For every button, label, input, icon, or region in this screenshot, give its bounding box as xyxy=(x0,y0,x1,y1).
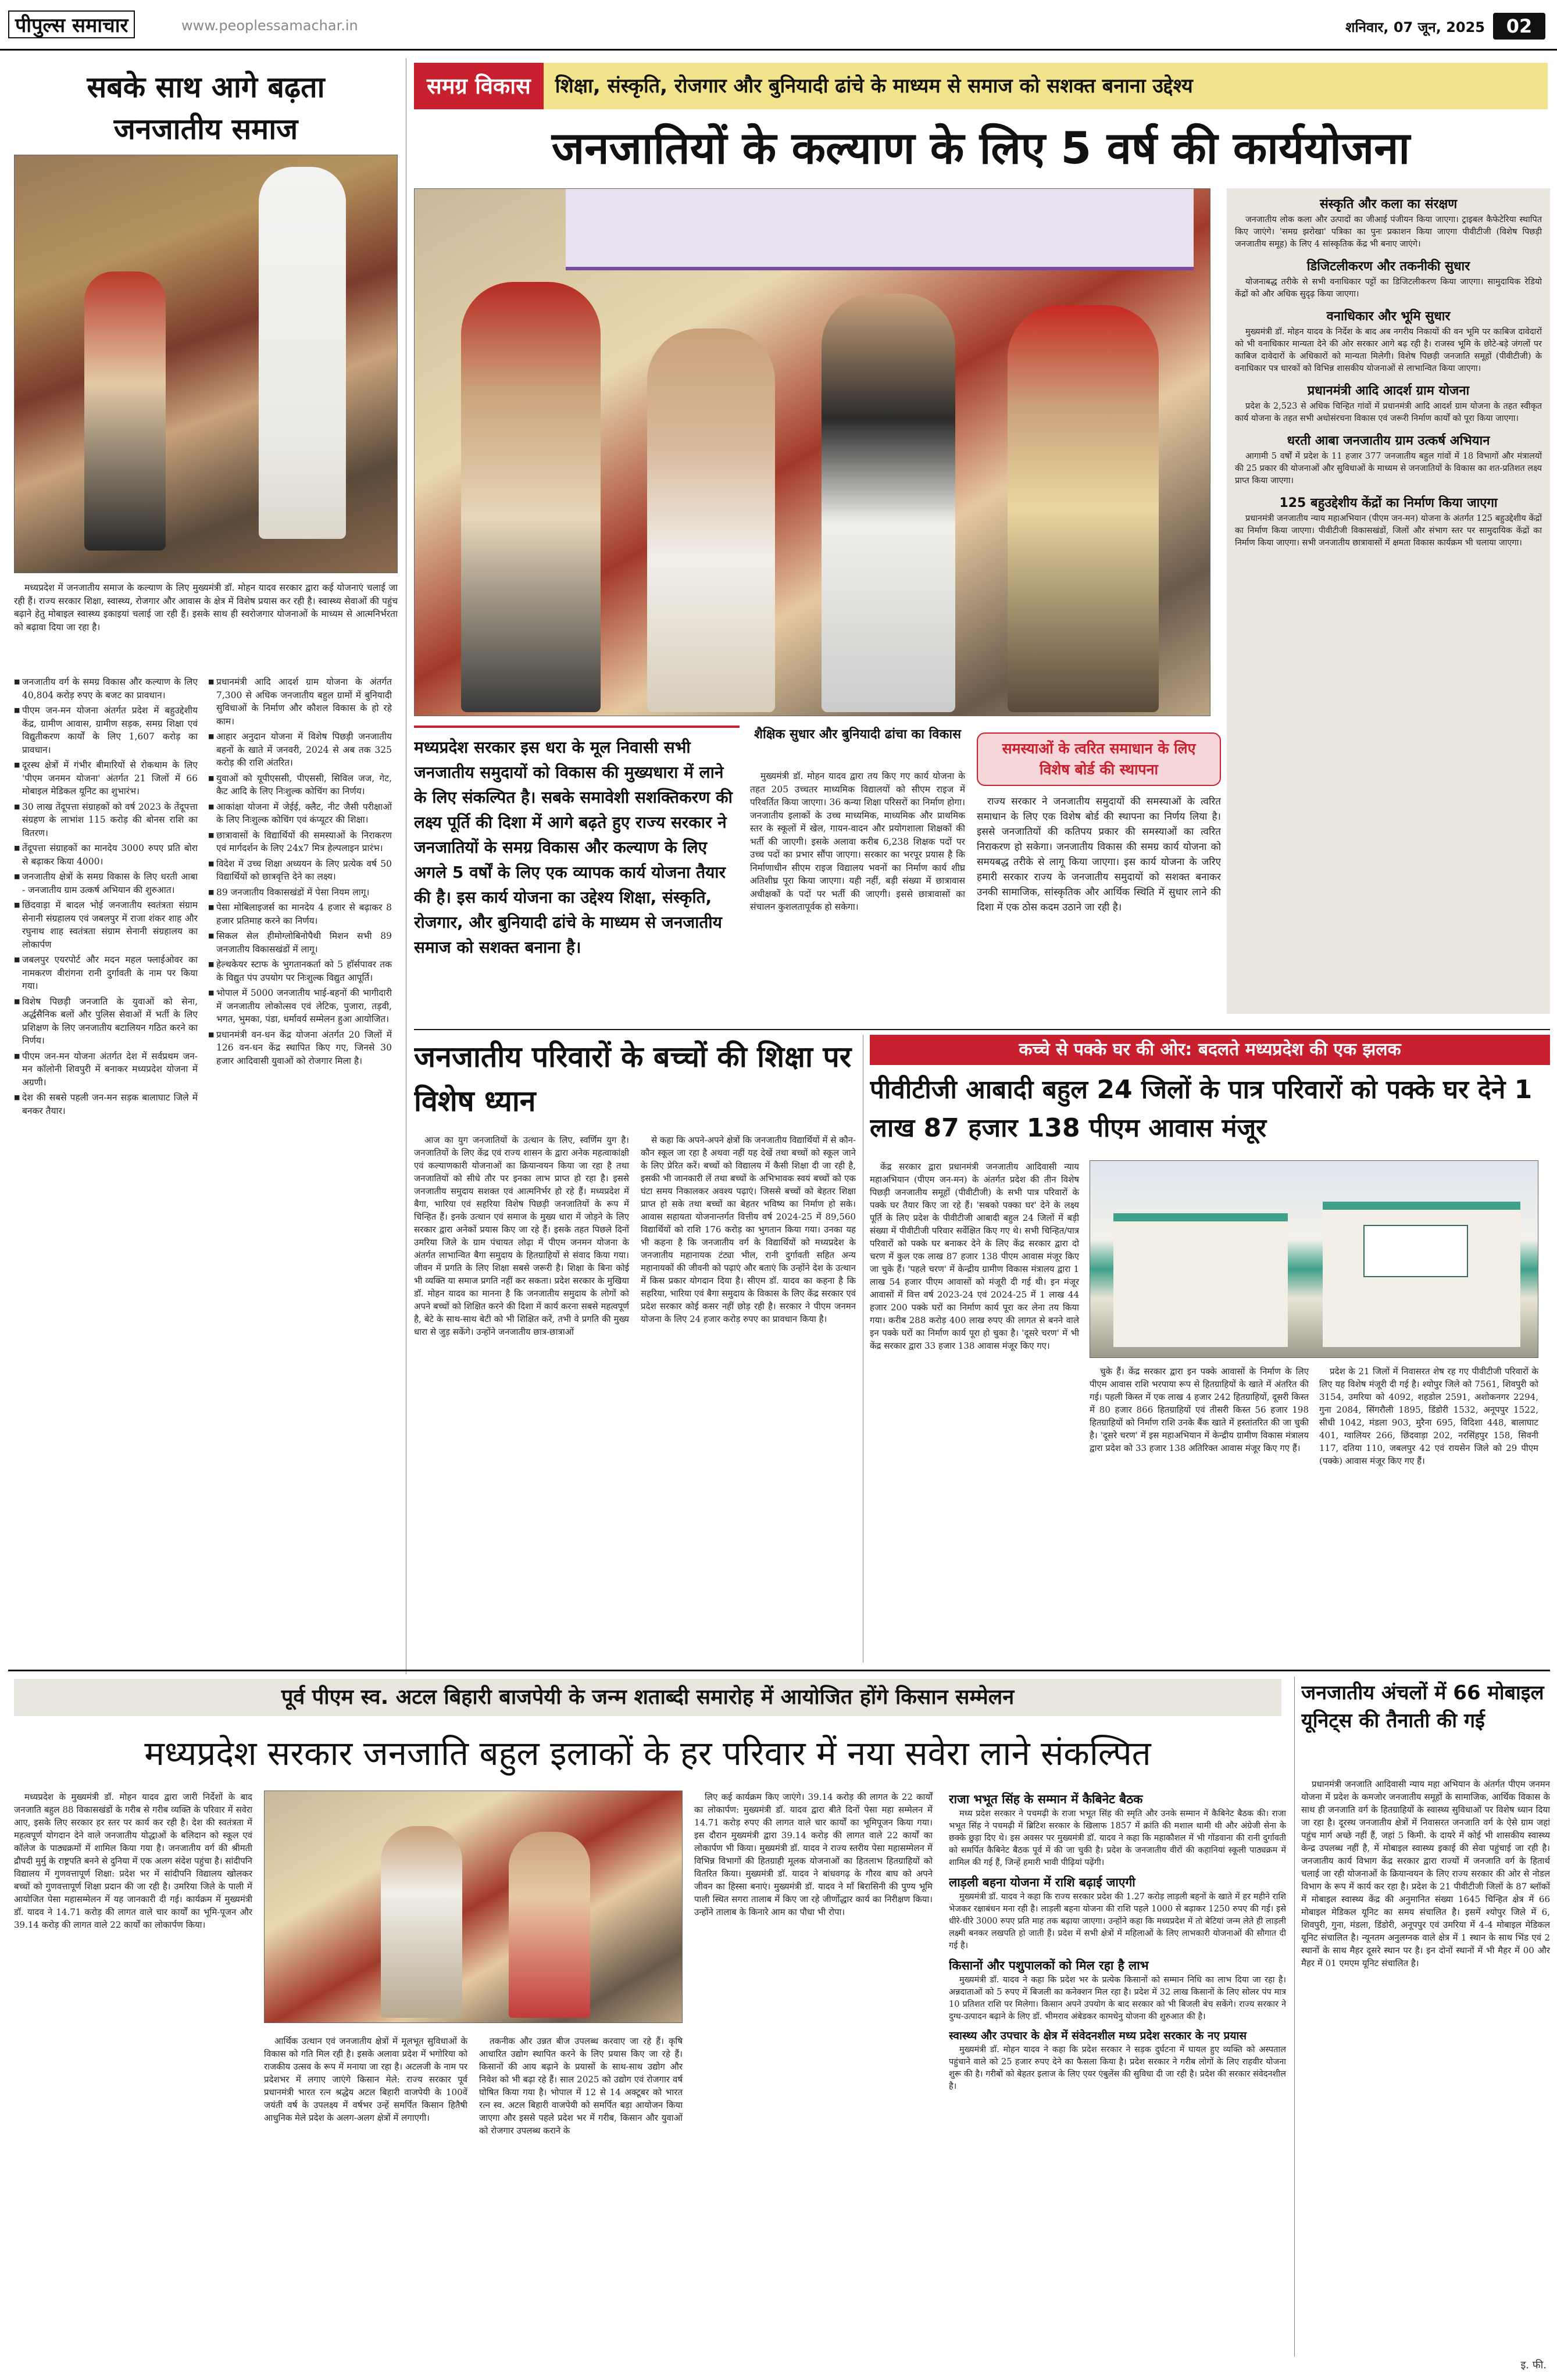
kisan-col-2-text: आर्थिक उत्थान एवं जनजातीय क्षेत्रों में मूलभूत सुविधाओं के विकास को गति मिल रही है। इसके अलावा प्रदेश में भगोरिया को राजकीय उत्सव के रूप में मनाया जा रहा है। अटलजी के नाम पर प्रदेशभर में लगाए जाएंगे किसान मेले: राज्य सरकार पूर्व प्रधानमंत्री भारत रत्न श्रद्धेय अटल बिहारी वाजपेयी के 100वें जयंती वर्ष के उपलक्ष्य में वर्षभर उन्हें समर्पित किसान हितैषी आधुनिक मेले प्रदेश के अलग-अलग क्षेत्रों में लगाएगी। xyxy=(264,2036,467,2123)
digital-text xyxy=(1235,276,1542,301)
photo-person-1 xyxy=(461,282,601,712)
left-intro xyxy=(14,581,398,669)
kisan-col-2 xyxy=(264,2035,467,2125)
education-story xyxy=(414,1035,856,1663)
bullet-item: ■ प्रधानमंत्री वन-धन केंद्र योजना अंतर्गत 20 जिलों में 126 वन-धन केंद्र स्थापित किए गए, जिनसे 30 हजार आदिवासी युवाओं को रोजगार मिला है। xyxy=(208,1028,392,1068)
bullet-item: ■ आहार अनुदान योजना में विशेष पिछड़ी जनजातीय बहनों के खाते में जनवरी, 2024 से अब तक 325 करोड़ की राशि अंतरित। xyxy=(208,730,392,770)
left-intro-text: मध्यप्रदेश में जनजातीय समाज के कल्याण के लिए मुख्यमंत्री डॉ. मोहन यादव सरकार द्वारा कई योजनाएं चलाई जा रही हैं। राज्य सरकार शिक्षा, स्वास्थ्य, रोजगार और आवास के क्षेत्र में विशेष प्रयास कर रही है। स्वास्थ्य सेवाओं की पहुंच बढ़ाने हेतु मोबाइल स्वास्थ्य इकाइयां चलाई जा रही हैं। इसके साथ ही स्वरोजगार योजनाओं के माध्यम से आत्मनिर्भरता को बढ़ावा दिया जा रहा है। xyxy=(14,583,398,632)
mobile-divider xyxy=(1294,1677,1295,2357)
bullet-item: ■ जनजातीय क्षेत्रों के समग्र विकास के लिए धरती आबा - जनजातीय ग्राम उत्कर्ष अभियान की शुरुआत। xyxy=(14,870,198,896)
board-box-head: समस्याओं के त्वरित समाधान के लिए विशेष बोर्ड की स्थापना xyxy=(977,732,1221,786)
photo-stage-person-2 xyxy=(509,1832,590,2018)
bullet-item: ■ 30 लाख तेंदूपत्ता संग्राहकों को वर्ष 2023 के तेंदूपत्ता संग्रहण के लाभांश 115 करोड़ की बोनस राशि का वितरण। xyxy=(14,801,198,840)
cabinet-head-4: स्वास्थ्य और उपचार के क्षेत्र में संवेदनशील मध्य प्रदेश सरकार के नए प्रयास xyxy=(949,2029,1247,2042)
issue-date: शनिवार, 07 जून, 2025 xyxy=(1345,19,1485,35)
lead-text: मध्यप्रदेश सरकार इस धरा के मूल निवासी सभी जनजातीय समुदायों को विकास की मुख्यधारा में लाने के लिए संकल्पित है। सबके समावेशी सशक्तिकरण की लक्ष्य पूर्ति की दिशा में आगे बढ़ते हुए राज्य सरकार ने जनजातियों के समग्र विकास और कल्याण के लिए अगले 5 वर्षों के लिए एक व्यापक कार्य योजना तैयार की है। इस कार्य योजना का उद्देश्य शिक्षा, संस्कृति, रोजगार, और बुनियादी ढांचे के माध्यम से जनजातीय समाज को सशक्त बनाना है। xyxy=(414,738,733,957)
cabinet-para-2: मुख्यमंत्री डॉ. यादव ने कहा कि राज्य सरकार प्रदेश की 1.27 करोड़ लाड़ली बहनों के खाते में हर महीने राशि भेजकर रक्षाबंधन मना रही है। लाड़ली बहना योजना की राशि पहले 1000 से बढ़ाकर 1250 रुपए की गई। इसे धीरे-धीरे 3000 रुपए प्रति माह तक बढ़ाया जाएगा। उन्होंने कहा कि मध्यप्रदेश में तो बेटियां जन्म लेते ही लाड़ली लक्ष्मी बनकर लखपति हो जाती हैं। प्रदेश में सभी क्षेत्रों में महिलाओं के लिए लाभकारी योजनाओं की सौगात दी गई है। xyxy=(949,1892,1286,1950)
mid-rule xyxy=(414,1029,1550,1030)
bullet-item: ■ युवाओं को यूपीएससी, पीएससी, सिविल जज, गेट, कैट आदि के लिए निःशुल्क कोचिंग का निर्णय। xyxy=(208,772,392,798)
cabinet-section xyxy=(949,1791,1286,2360)
house-left xyxy=(1113,1213,1288,1347)
mobile-units-text xyxy=(1301,1778,1550,1970)
dharti-aaba-text xyxy=(1235,451,1542,487)
photo-person-3 xyxy=(822,294,955,712)
board-box-para: राज्य सरकार ने जनजातीय समुदायों की समस्याओं के त्वरित समाधान के लिए एक विशेष बोर्ड की स्थापना का निर्णय लिया है। इससे जनजातियों की कतिपय प्रकार की समस्याओं का त्वरित निराकरण हो सकेगा। जनजातीय विकास की समग्र कार्य योजना को समयबद्ध तरीके से लागू किया जाएगा। इस कार्य योजना के जरिए हमारी सरकार राज्य के जनजातीय समुदायों को सशक्त बनाकर उनकी सामाजिक, सांस्कृतिक और आर्थिक स्थिति में सुधार लाने की दिशा में एक ठोस कदम उठाने जा रही है। xyxy=(977,796,1221,913)
cabinet-text-4 xyxy=(949,2044,1286,2093)
housing-story xyxy=(870,1035,1550,1663)
housing-col-1 xyxy=(870,1160,1079,1468)
bullet-item: ■ हेल्थकेयर स्टाफ के भुगतानकर्ता को 5 हॉर्सपावर तक के विद्युत पंप उपयोग पर निःशुल्क विद्युत आपूर्ति। xyxy=(208,958,392,984)
left-bullets-a xyxy=(14,676,198,1120)
bullet-item: ■ छात्रावासों के विद्यार्थियों की समस्याओं के निराकरण एवं मार्गदर्शन के लिए 24x7 मित्र हेल्पलाइन प्रारंभ। xyxy=(208,829,392,855)
kisan-col-4 xyxy=(694,1791,933,1920)
photo-person-4 xyxy=(1008,305,1159,712)
bullet-item: ■ पेसा मोबिलाइजर्स का मानदेय 4 हजार से बढ़ाकर 8 हजार प्रतिमाह करने का निर्णय। xyxy=(208,901,392,927)
kisan-col-1-text: मध्यप्रदेश के मुख्यमंत्री डॉ. मोहन यादव द्वारा जारी निर्देशों के बाद जनजाति बहुल 88 विकासखंडों के गरीब से गरीब व्यक्ति के परिवार में सवेरा आए, इसके लिए सरकार हर स्तर पर कार्य कर रही है। देश की स्वतंत्रता में महत्वपूर्ण योगदान देने वाले जनजातीय योद्धाओं के बलिदान को स्कूल एवं कॉलेज के पाठ्यक्रमों में शामिल किया गया है। जनजातीय वर्ग की श्रीमती द्रौपदी मुर्मु के राष्ट्रपति बनने से दुनिया में एक अलग संदेश पहुंचा है। सांदीपनि विद्यालय में गुणवत्तापूर्ण शिक्षा: प्रदेश भर में सांदीपनि विद्यालय खोलकर बच्चों को गुणवत्तापूर्ण शिक्षा प्रदान की जा रही है। उमरिया जिले के पाली में आयोजित पेसा महासम्मेलन में यह जानकारी दी गई। कार्यक्रम में मुख्यमंत्री डॉ. यादव ने 14.71 करोड़ की लागत वाले चार कार्यों का भूमि-पूजन और 39.14 करोड़ की लागत वाले 22 कार्यों का लोकार्पण किया। xyxy=(14,1792,252,1930)
multipurpose-head: 125 बहुउद्देशीय केंद्रों का निर्माण किया जाएगा xyxy=(1279,496,1498,510)
adarsh-gram-para: प्रदेश के 2,523 से अधिक चिन्हित गांवों में प्रधानमंत्री आदि आदर्श ग्राम योजना के तहत स्वीकृत कार्य योजना के तहत सभी अधोसंरचना विकास एवं जरूरी निर्माण कार्यों को पूरा किया जाएगा। xyxy=(1235,402,1542,423)
bullet-item: ■ आकांक्षा योजना में जेईई, क्लैट, नीट जैसी परीक्षाओं के लिए निःशुल्क कोचिंग एवं कंप्यूटर की शिक्षा। xyxy=(208,801,392,827)
mobile-units-headline: जनजातीय अंचलों में 66 मोबाइल यूनिट्स की तैनाती की गई xyxy=(1301,1681,1544,1732)
housing-col-2 xyxy=(1090,1365,1309,1468)
cabinet-para-3: मुख्यमंत्री डॉ. यादव ने कहा कि प्रदेश भर के प्रत्येक किसानों को सम्मान निधि का लाभ दिया जा रहा है। अन्नदाताओं को 5 रुपए में बिजली का कनेक्शन मिल रहा है। प्रदेश में 32 लाख किसानों के लिए सोलर पंप मात्र 10 प्रतिशत राशि पर मिलेगा। किसान अपने उपयोग के बाद सरकार को भी बिजली बेच सकेंगे। राज्य सरकार ने दुग्ध-उत्पादन बढ़ाने के लिए डॉ. भीमराव अंबेडकर कामधेनु योजना की शुरुआत की है। xyxy=(949,1975,1286,2021)
cabinet-head-1: राजा भभूत सिंह के सम्मान में कैबिनेट बैठक xyxy=(949,1792,1143,1806)
kisan-strap: पूर्व पीएम स्व. अटल बिहारी बाजपेयी के जन्म शताब्दी समारोह में आयोजित होंगे किसान सम्मेलन xyxy=(14,1679,1281,1716)
cabinet-text-2 xyxy=(949,1891,1286,1952)
left-column xyxy=(14,64,398,1657)
culture-text xyxy=(1235,214,1542,251)
masthead xyxy=(0,0,1557,51)
housing-headline: पीवीटीजी आबादी बहुल 24 जिलों के पात्र परिवारों को पक्के घर देने 1 लाख 87 हजार 138 पीएम आवास मंजूर xyxy=(870,1075,1533,1143)
bullet-item: ■ 89 जनजातीय विकासखंडों में पेसा नियम लागू। xyxy=(208,886,392,899)
housing-col-3-text: प्रदेश के 21 जिलों में निवासरत शेष रह गए पीवीटीजी परिवारों के लिए यह विशेष मंजूरी दी गई है। श्योपुर जिले को 7561, शिवपुरी को 3154, उमरिया को 4092, शहडोल 2591, अशोकनगर 2294, गुना 2084, सिंगरौली 1895, डिंडोरी 1532, अनूपपुर 1522, सीधी 1042, मंडला 903, मुरैना 695, विदिशा 448, बालाघाट 401, ग्वालियर 266, छिंदवाड़ा 202, नरसिंहपुर 158, सिवनी 117, दतिया 110, जबलपुर 42 एवं रायसेन जिले को 29 पीएम (पक्के) आवास मंजूर किए गए हैं। xyxy=(1319,1366,1538,1466)
right-column xyxy=(1227,188,1550,1014)
bullet-item: ■ प्रधानमंत्री आदि आदर्श ग्राम योजना के अंतर्गत 7,300 से अधिक जनजातीय बहुल ग्रामों में बुनियादी सुविधाओं के निर्माण और कौशल विकास के हो रहे काम। xyxy=(208,676,392,728)
edu-reform xyxy=(750,726,965,1028)
photo-figure xyxy=(259,167,346,539)
masthead-rule xyxy=(0,49,1557,51)
footer-initials: इ. फी. xyxy=(1520,2359,1547,2371)
education-headline: जनजातीय परिवारों के बच्चों की शिक्षा पर विशेष ध्यान xyxy=(414,1040,852,1118)
bullet-item: ■ विशेष पिछड़ी जनजाति के युवाओं को सेना, अर्द्धसैनिक बलों और पुलिस सेवाओं में भर्ती के लिए प्रशिक्षण के लिए जनजातीय बटालियन गठित करने का निर्णय। xyxy=(14,995,198,1048)
house-board xyxy=(1363,1225,1468,1277)
forest-para: मुख्यमंत्री डॉ. मोहन यादव के निर्देश के बाद अब नगरीय निकायों की वन भूमि पर काबिज दावेदारों को भी वनाधिकार मान्यता देने की ओर सरकार आगे बढ़ रही है। राजस्व भूमि के छोटे-बड़े जंगलों पर काबिज दावेदारों के अधिकारों को मान्यता मिलेगी। विशेष पिछड़ी जनजाति समूहों (पीवीटीजी) के वनाधिकार पत्र धारकों को विभिन्न शासकीय योजनाओं से लाभान्वित किया जाएगा। xyxy=(1235,327,1542,373)
kisan-col-4-text: लिए कई कार्यक्रम किए जाएंगे। 39.14 करोड़ की लागत के 22 कार्यों का लोकार्पण: मुख्यमंत्री डॉ. यादव द्वारा बीते दिनों पेसा महा सम्मेलन में 14.71 करोड़ रुपए की लागत वाले चार कार्यों का भूमिपूजन किया गया। इस दौरान मुख्यमंत्री द्वारा 39.14 करोड़ की लागत वाले 22 कार्यों का लोकार्पण भी किया। मुख्यमंत्री डॉ. यादव ने राज्य स्तरीय पेसा महासम्मेलन में विभिन्न विभागों की हितग्राही मूलक योजनाओं का हितलाभ हितग्राहियों को वितरित किया। मुख्यमंत्री डॉ. यादव ने बांधवगढ़ के गौरव बाघ को अपने जीवन का हिस्सा बनाएं। मुख्यमंत्री डॉ. यादव ने माँ बिरासिनी की पुण्य भूमि पाली स्थित सगरा तालाब में किए जा रहे जीर्णोद्धार कार्य का निरीक्षण किया। उन्होंने तालाब के किनारे आम का पौधा भी रोपा। xyxy=(694,1792,933,1917)
lower-rule xyxy=(8,1670,1550,1671)
education-col-2 xyxy=(641,1134,856,1339)
top-lead xyxy=(414,726,740,1016)
bullet-item: ■ पीएम जन-मन योजना अंतर्गत देश में सर्वप्रथम जन-मन कॉलोनी शिवपुरी में बनाकर मध्यप्रदेश योजना में अग्रणी। xyxy=(14,1050,198,1089)
board-box xyxy=(977,732,1221,1023)
adarsh-gram-head: प्रधानमंत्री आदि आदर्श ग्राम योजना xyxy=(1307,384,1470,398)
cabinet-text-1 xyxy=(949,1808,1286,1869)
lead-rule xyxy=(414,726,740,728)
edu-reform-para: मुख्यमंत्री डॉ. मोहन यादव द्वारा तय किए गए कार्य योजना के तहत 205 उच्चतर माध्यमिक विद्यालयों को सीएम राइज में परिवर्तित किया जाएगा। 36 कन्या शिक्षा परिसरों का निर्माण होगा। जनजातीय इलाकों के उच्च माध्यमिक, माध्यमिक और प्राथमिक स्तर के स्कूलों में खेल, गायन-वादन और प्रयोगशाला शिक्षकों की भर्ती की जाएगी। इसके अलावा करीब 6,238 शिक्षक पदों पर उच्च पदों का प्रभार सौंपा जाएगा। सरकार का भरपूर प्रयास है कि निर्माणाधीन सीएम राइज विद्यालय भवनों का निर्माण कार्य शीघ्र अतिशीघ्र पूरा किया जाएगा। यही नहीं, बड़ी संख्या में छात्रावास अधीक्षकों के पदों पर भर्ती की जाएगी। इससे छात्रावासों का संचालन कुशलतापूर्वक हो सकेगा। xyxy=(750,771,965,912)
bullet-item: ■ देश की सबसे पहली जन-मन सड़क बालाघाट जिले में बनकर तैयार। xyxy=(14,1091,198,1117)
housing-col-2-text: चुके हैं। केंद्र सरकार द्वारा इन पक्के आवासों के निर्माण के लिए पीएम आवास राशि भरपाया रूप से हितग्राहियों के खाते में अंतरित की गई। पहली किस्त में एक लाख 4 हजार 242 हितग्राहियों, दूसरी किस्त में 80 हजार 866 हितग्राहियों एवं तीसरी किस्त 56 हजार 198 हितग्राहियों को निर्माण राशि उनके बैंक खाते में हस्तांतरित की जा चुकी है। 'दूसरे चरण' में इस महाअभियान में केन्द्रीय ग्रामीण विकास मंत्रालय द्वारा प्रदेश को 33 हजार 138 अतिरिक्त आवास मंजूर किए गए हैं। xyxy=(1090,1366,1309,1453)
forest-text xyxy=(1235,326,1542,375)
bullet-item: ■ दूरस्थ क्षेत्रों में गंभीर बीमारियों से रोकथाम के लिए 'पीएम जनमन योजना' अंतर्गत 21 जिलों में 66 मोबाइल मेडिकल यूनिट का शुभारंभ। xyxy=(14,759,198,798)
kisan-photo xyxy=(264,1791,683,2023)
photo-stage-person xyxy=(381,1826,462,2018)
left-column-title: सबके साथ आगे बढ़ता जनजातीय समाज xyxy=(87,70,325,146)
bullet-item: ■ विदेश में उच्च शिक्षा अध्ययन के लिए प्रत्येक वर्ष 50 विद्यार्थियों को छात्रवृत्ति देने का लक्ष्य। xyxy=(208,857,392,884)
kisan-col-3 xyxy=(479,2035,683,2138)
website-url[interactable]: www.peoplessamachar.in xyxy=(181,17,358,34)
kisan-headline: मध्यप्रदेश सरकार जनजाति बहुल इलाकों के हर परिवार में नया सवेरा लाने संकल्पित xyxy=(144,1734,1151,1773)
kisan-body xyxy=(14,1791,956,2360)
top-story-photo xyxy=(414,188,1210,716)
culture-head: संस्कृति और कला का संरक्षण xyxy=(1319,197,1458,212)
bullet-item: ■ छिंदवाड़ा में बादल भोई जनजातीय स्वतंत्रता संग्राम सेनानी संग्रहालय एवं जबलपुर में राजा शंकर शाह और रघुनाथ शाह स्वतंत्रता संग्राम सेनानी संग्रहालय का लोकार्पण xyxy=(14,899,198,951)
photo-person-2 xyxy=(647,328,775,712)
dharti-aaba-para: आगामी 5 वर्षों में प्रदेश के 11 हजार 377 जनजातीय बहुल गांवों में 18 विभागों और मंत्रालयों की 25 प्रकार की योजनाओं और सुविधाओं के माध्यम से जनजातियों के विकास का शत-प्रतिशत लक्ष्य प्राप्त किया जाएगा। xyxy=(1235,452,1542,485)
cabinet-head-2: लाड़ली बहना योजना में राशि बढ़ाई जाएगी xyxy=(949,1875,1135,1889)
multipurpose-para: प्रधानमंत्री जनजातीय न्याय महाअभियान (पीएम जन-मन) योजना के अंतर्गत 125 बहुउद्देशीय केंद्रों का निर्माण किया जाएगा। पीवीटीजी विकासखंडों, जिलों और संभाग स्तर पर सामुदायिक केंद्रों का निर्माण किया जाएगा। सभी जनजातीय छात्रावासों में क्षमता विकास कार्यक्रम भी चलाया जाएगा। xyxy=(1235,514,1542,548)
photo-dancer xyxy=(84,271,166,551)
top-story-strap xyxy=(414,63,1548,109)
education-col-2-text: से कहा कि अपने-अपने क्षेत्रों कि जनजातीय विद्यार्थियों में से कौन-कौन स्कूल जा रहा है अथवा नहीं यह देखें तथा बच्चों को स्कूल जाने के लिए प्रेरित करें। बच्चों को विद्यालय में कैसी शिक्षा दी जा रही है, इसकी भी जानकारी लें तथा बच्चों के अभिभावक स्वयं बच्चों को एक घंटा समय निकालकर अवश्य पढ़ाएं। जिससे बच्चों को बेहतर शिक्षा प्राप्त हो सके तथा बच्चों का बेहतर भविष्य का निर्माण हो सके। आवास सहायता योजनान्तर्गत वित्तीय वर्ष 2024-25 में 89,560 विद्यार्थियों को राशि 176 करोड़ का भुगतान किया गया। उनका यह भी कहना है कि जनजातीय वर्ग के विद्यार्थियों को मध्यप्रदेश के जनजातीय महानायक टंट्या भील, रानी दुर्गावती सहित अन्य महानायकों की जीवनी को पढ़ाएं और बताएं कि उन्होंने देश के उत्थान में किस प्रकार योगदान दिया है। सीएम डॉ. यादव का कहना है कि सहरिया, भारिया एवं बैगा समुदाय के विकास के लिए केंद्र सरकार एवं प्रदेश सरकार कोई कसर नहीं छोड़ रही है। सरकार ने पीएम जनमन योजना के लिए 24 हजार करोड़ रुपए का प्रावधान किया है। xyxy=(641,1135,856,1324)
brand-name: पीपुल्स समाचार xyxy=(15,14,128,37)
housing-col-3 xyxy=(1319,1365,1538,1468)
bullet-item: ■ जनजातीय वर्ग के समग्र विकास और कल्याण के लिए 40,804 करोड़ रुपए के बजट का प्रावधान। xyxy=(14,676,198,702)
bullet-item: ■ सिकल सेल हीमोग्लोबिनोपैथी मिशन सभी 89 जनजातीय विकासखंडों में लागू। xyxy=(208,930,392,956)
multipurpose-text xyxy=(1235,513,1542,549)
bullet-item: ■ भोपाल में 5000 जनजातीय भाई-बहनों की भागीदारी में जनजातीय लोकोत्सव एवं लेटिक, पुजारा, तड़वी, भगत, भुमका, पंडा, धर्मावर्य सम्मेलन हुआ आयोजित। xyxy=(208,987,392,1026)
leader-photo xyxy=(14,155,398,573)
cabinet-head-3: किसानों और पशुपालकों को मिल रहा है लाभ xyxy=(949,1959,1149,1972)
dharti-aaba-head: धरती आबा जनजातीय ग्राम उत्कर्ष अभियान xyxy=(1287,434,1490,448)
edu-reform-text xyxy=(750,770,965,914)
edu-reform-head: शैक्षिक सुधार और बुनियादी ढांचा का विकास xyxy=(754,727,961,742)
education-col-1-text: आज का युग जनजातियों के उत्थान के लिए, स्वर्णिम युग है। जनजातियों के लिए केंद्र एवं राज्य शासन के द्वारा अनेक महत्वाकांक्षी एवं कल्याणकारी योजनाओं का क्रियान्वयन किया जा रहा है तथा जनजातियों को सीधे तौर पर इनका लाभ प्राप्त हो रहा है। इससे जनजातीय समुदाय सशक्त एवं आत्मनिर्भर हो रहे हैं। मध्यप्रदेश में बैगा, भारिया एवं सहरिया विशेष पिछड़ी जनजातियों के रूप में चिन्हित हैं। इनके उत्थान एवं समाज के मुख्य धारा में जोड़ने के लिए सरकार द्वारा अनेकों प्रयास किए जा रहे हैं। इसके तहत पिछले दिनों उमरिया जिले के ग्राम पंचायत लोढ़ा में पीएम जनमन योजना के अंतर्गत लाभान्वित बैगा समुदाय के हितग्राहियों से संवाद किया गया। जीवन में प्रगति के लिए शिक्षा सबसे जरूरी है। शिक्षा के बिना कोई भी व्यक्ति या समाज प्रगति नहीं कर सकता। प्रदेश सरकार के मुखिया डॉ. मोहन यादव का मानना है कि जनजातीय समुदाय के लोगों को अपने बच्चों को शिक्षित करने की दिशा में कार्य करना सबसे महत्वपूर्ण है, बेटे के साथ-साथ बेटी को भी शिक्षित करें, तभी वे प्रगति की मुख्य धारा से जुड़ सकेंगे। उन्होंने जनजातीय छात्र-छात्राओं xyxy=(414,1135,629,1337)
adarsh-gram-text xyxy=(1235,401,1542,425)
kisan-col-3-text: तकनीक और उन्नत बीज उपलब्ध करवाए जा रहे हैं। कृषि आधारित उद्योग स्थापित करने के लिए प्रयास किए जा रहे हैं। किसानों की आय बढ़ाने के प्रयासों के साथ-साथ उद्योग और निवेश को भी बढ़ा रहे हैं। साल 2025 को उद्योग एवं रोजगार वर्ष घोषित किया गया है। भोपाल में 12 से 14 अक्टूबर को भारत रत्न स्व. अटल बिहारी वाजपेयी को समर्पित बड़ा आयोजन किया जाएगा और इससे पहले प्रदेश भर में गरीब, किसान और युवाओं को रोजगार उपलब्ध कराने के xyxy=(479,2036,683,2136)
digital-head: डिजिटलीकरण और तकनीकी सुधार xyxy=(1306,259,1470,274)
digital-para: योजनाबद्ध तरीके से सभी वनाधिकार पट्टों का डिजिटलीकरण किया जाएगा। सामुदायिक रेडियो केंद्रों को और अधिक सुदृढ़ किया जाएगा। xyxy=(1235,277,1542,299)
cabinet-para-1: मध्य प्रदेश सरकार ने पचमढ़ी के राजा भभूत सिंह की स्मृति और उनके सम्मान में कैबिनेट बैठक की। राजा भभूत सिंह ने पचमढ़ी में ब्रिटिश सरकार के खिलाफ 1857 में क्रांति की मशाल थामी थी और अंग्रेजी सेना के छक्के छुड़ा दिए थे। इस अवसर पर मुख्यमंत्री डॉ. यादव ने कहा कि महाकौशल में भी गोंडवाना की रानी दुर्गावती को समर्पित कैबिनेट बैठक पूर्व में की जा चुकी है। प्रदेश के जनजातीय वीरों की कहानियां स्कूली पाठ्यक्रम में शामिल की गई हैं, जिन्हें हमारी भावी पीढ़ियां पढ़ेंगी। xyxy=(949,1809,1286,1867)
top-headline: जनजातियों के कल्याण के लिए 5 वर्ष की कार्ययोजना xyxy=(551,122,1410,174)
education-col-1 xyxy=(414,1134,629,1339)
cabinet-text-3 xyxy=(949,1974,1286,2023)
kicker-badge: समग्र विकास xyxy=(414,63,544,109)
bullet-item: ■ तेंदूपत्ता संग्राहकों का मानदेय 3000 रुपए प्रति बोरा से बढ़ाकर किया 4000। xyxy=(14,842,198,868)
mobile-units-para: प्रधानमंत्री जनजाति आदिवासी न्याय महा अभियान के अंतर्गत पीएम जनमन योजना में प्रदेश के कमजोर जनजातीय समूहों के सामाजिक, आर्थिक विकास के साथ ही जनजाति वर्ग के हितग्राहियों के स्वास्थ्य सुविधाओं पर विशेष ध्यान दिया जा रहा है। दूरस्थ जनजातीय क्षेत्रों में निवासरत जनजाति वर्ग के ऐसे ग्राम जहां पहुंच मार्ग अच्छे नहीं हैं, जहां 5 किमी. के दायरे में कोई भी शासकीय स्वास्थ्य केन्द्र उपलब्ध नहीं है, में मोबाइल स्वास्थ्य इकाई की सेवा पहुंचाई जा रही है। जनजातीय कार्य विभाग केंद्र सरकार द्वारा राज्यों में जनजाति वर्ग के हितार्थ चलाई जा रही योजनाओं के क्रियान्वयन के लिए राज्य सरकार की ओर से नोडल विभाग के रूप में कार्य कर रहा है। प्रदेश के 21 पीवीटीजी जिलों के 87 ब्लॉकों में मोबाइल स्वास्थ्य केंद्र की अनुमानित संख्या 1645 चिन्हित क्षेत्र में 66 मोबाइल मेडिकल यूनिट का समय संचालित है। इसमें श्योपुर जिले में 6, शिवपुरी, गुना, मंडला, डिंडोरी, अनूपपुर एवं उमरिया में 4-4 मोबाइल मेडिकल यूनिट संचालित है। न्यूनतम अनुलग्नक वाले क्षेत्र में 1 स्थान के साथ भिंड एवं 2 स्थानों के साथ मैहर दूसरे स्थान पर है। इन दोनों स्थानों में भी मैहर में 00 और मैहर में 01 एमएम यूनिट संचालित है। xyxy=(1301,1779,1550,1968)
page-number: 02 xyxy=(1493,13,1545,40)
forest-head: वनाधिकार और भूमि सुधार xyxy=(1326,309,1451,324)
housing-col-1-text: केंद्र सरकार द्वारा प्रधानमंत्री जनजातीय आदिवासी न्याय महाअभियान (पीएम जन-मन) के अंतर्गत प्रदेश की तीन विशेष पिछड़ी जनजातीय समूहों (पीवीटीजी) के सभी पात्र परिवारों के पक्के घर तैयार किए जा रहे हैं। 'सबको पक्का घर' देने के लक्ष्य पूर्ति के लिए प्रदेश के पीवीटीजी आबादी बहुल 24 जिलों में बड़ी संख्या में पीवीटीजी परिवार सर्वेक्षित किए गए थे। सभी चिन्हित/पात्र परिवारों को पक्के घर बनाकर देने के लिए केंद्र सरकार द्वारा दो चरण में कुल एक लाख 87 हजार 138 पीएम आवास मंजूर किए जा चुके हैं। 'पहले चरण' में केन्द्रीय ग्रामीण विकास मंत्रालय द्वारा 1 लाख 54 हजार पीएम आवासों को मंजूरी दी गई थी। इन मंजूर आवासों में वित्त वर्ष 2023-24 एवं 2024-25 में 1 लाख 44 हजार 200 पक्के घरों का निर्माण कार्य पूरा कर लेना तय किया गया। करीब 288 करोड़ 400 लाख रुपए की लागत से बनने वाले इन पक्के घरों का निर्माण कार्य पूरा हो चुका है। 'दूसरे चरण' में भी केंद्र सरकार द्वारा 33 हजार 138 आवास मंजूर किए गए। xyxy=(870,1162,1079,1351)
culture-para: जनजातीय लोक कला और उत्पादों का जीआई पंजीयन किया जाएगा। ट्राइबल कैफेटेरिया स्थापित किए जाएंगे। 'समग्र झरोखा' पत्रिका का पुनः प्रकाशन किया जाएगा पीवीटीजी (विशेष पिछड़ी जनजातीय समूह) के लिए 4 सांस्कृतिक केंद्र भी बनाए जाएंगे। xyxy=(1235,215,1542,249)
bullet-item: ■ जबलपुर एयरपोर्ट और मदन महल फ्लाईओवर का नामकरण वीरांगना रानी दुर्गावती के नाम पर किया गया। xyxy=(14,953,198,993)
mobile-units xyxy=(1301,1679,1550,2353)
housing-strap: कच्चे से पक्के घर की ओर: बदलते मध्यप्रदेश की एक झलक xyxy=(870,1035,1550,1065)
board-box-text xyxy=(977,794,1221,915)
strap-line: शिक्षा, संस्कृति, रोजगार और बुनियादी ढांचे के माध्यम से समाज को सशक्त बनाना उद्देश्य xyxy=(544,63,1548,109)
kisan-col-1 xyxy=(14,1791,252,1932)
bullet-item: ■ पीएम जन-मन योजना अंतर्गत प्रदेश में बहुउद्देशीय केंद्र, ग्रामीण आवास, ग्रामीण सड़क, समग्र शिक्षा एवं विद्युतीकरण कार्यों के लिए 1,607 करोड़ का प्रावधान। xyxy=(14,704,198,756)
photo-banner xyxy=(566,189,1194,270)
left-bullets-b xyxy=(208,676,392,1120)
housing-photo xyxy=(1090,1160,1538,1358)
brand-logo xyxy=(8,10,135,38)
cabinet-para-4: मुख्यमंत्री डॉ. मोहन यादव ने कहा कि प्रदेश सरकार ने सड़क दुर्घटना में घायल हुए व्यक्ति को अस्पताल पहुंचाने वाले को 25 हजार रुपए देने का फैसला किया है। प्रदेश सरकार ने गरीब लोगों के लिए राहवीर योजना शुरू की है। गरीबों को बेहतर इलाज के लिए एयर एंबुलेंस की सुविधा दी जा रही है। प्रदेश की सरकार संवेदनशील है। xyxy=(949,2045,1286,2091)
